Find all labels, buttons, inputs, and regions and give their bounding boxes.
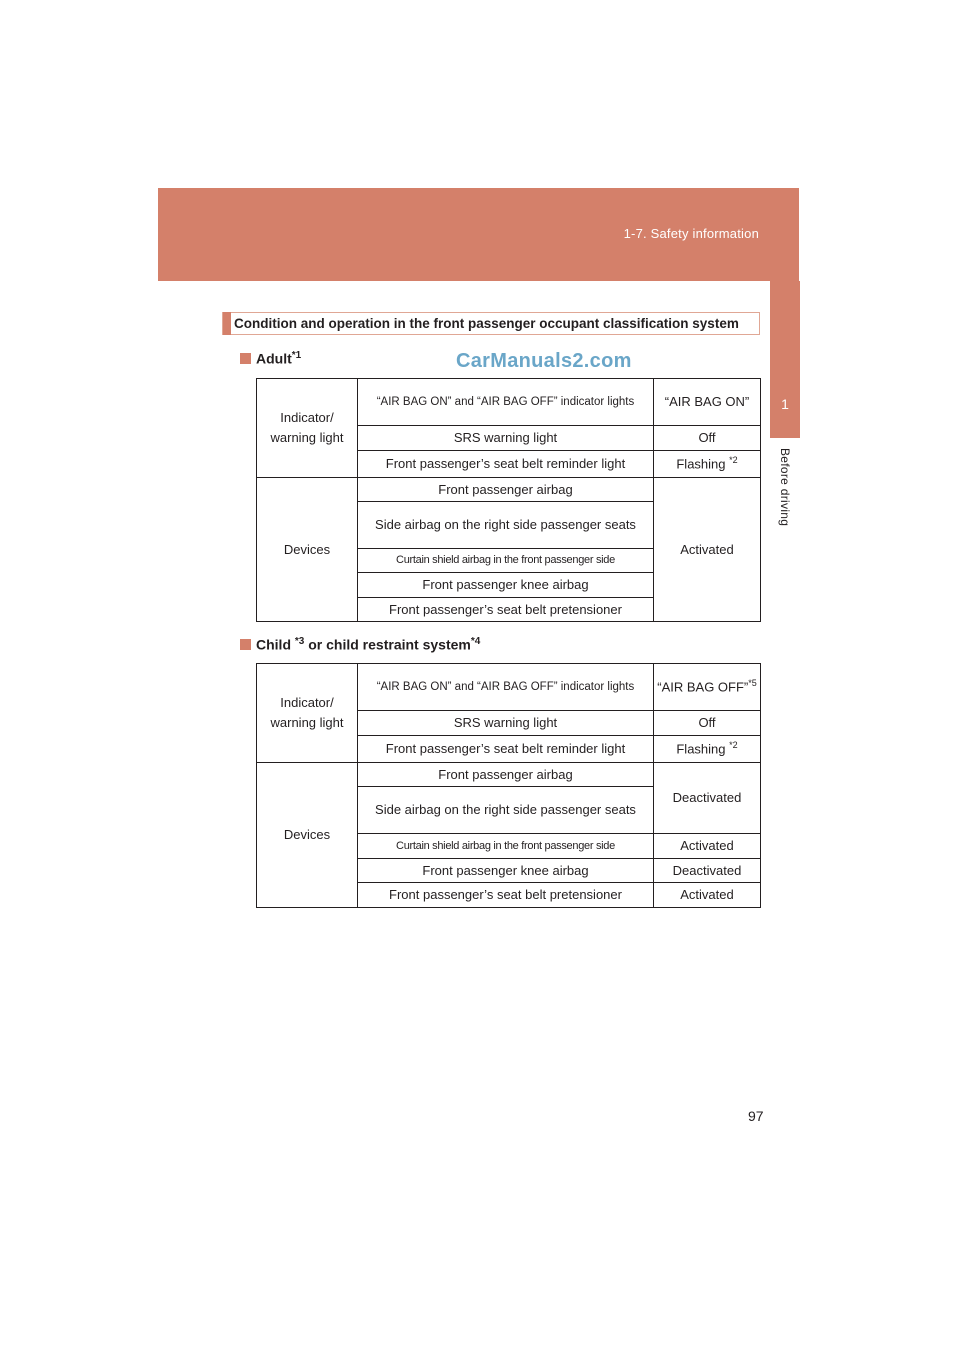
pretensioner-value: Activated (654, 883, 761, 908)
airbag-indicator-value: “AIR BAG ON” (654, 379, 761, 426)
square-bullet-icon (240, 639, 251, 650)
srs-label: SRS warning light (358, 426, 654, 451)
pretensioner-label: Front passenger’s seat belt pretensioner (358, 883, 654, 908)
indicator-group-cell: Indicator/ warning light (257, 664, 358, 763)
child-table (256, 663, 761, 908)
front-airbag-label: Front passenger airbag (358, 762, 654, 787)
side-airbag-label: Side airbag on the right side passenger seats (358, 502, 654, 549)
curtain-airbag-label: Curtain shield airbag in the front passenger side (358, 549, 654, 573)
header-band (158, 188, 799, 281)
pretensioner-label: Front passenger’s seat belt pretensioner (358, 597, 654, 622)
value-footnote: *2 (729, 739, 738, 750)
airbag-indicator-label: “AIR BAG ON” and “AIR BAG OFF” indicator lights (358, 379, 654, 426)
adult-table (256, 378, 761, 622)
value-text: Flashing (676, 455, 726, 471)
knee-airbag-label: Front passenger knee airbag (358, 858, 654, 883)
curtain-airbag-label: Curtain shield airbag in the front passenger side (358, 834, 654, 859)
knee-airbag-label: Front passenger knee airbag (358, 573, 654, 598)
table-row (257, 762, 761, 787)
child-heading-middle: or child restraint system (308, 636, 471, 653)
seatbelt-reminder-label: Front passenger’s seat belt reminder light (358, 735, 654, 762)
devices-value: Activated (654, 477, 761, 622)
value-text: Flashing (676, 740, 726, 756)
curtain-airbag-value: Activated (654, 834, 761, 859)
srs-label: SRS warning light (358, 711, 654, 736)
srs-value: Off (654, 426, 761, 451)
chapter-tab (770, 281, 800, 438)
table-row (257, 379, 761, 426)
section-heading-text: Condition and operation in the front passenger occupant classification system (234, 316, 739, 331)
devices-group-cell: Devices (257, 762, 358, 907)
child-heading (240, 636, 480, 653)
adult-heading (240, 350, 301, 367)
watermark: CarManuals2.com (456, 350, 632, 372)
airbag-indicator-value (654, 664, 761, 711)
front-airbag-label: Front passenger airbag (358, 477, 654, 502)
seatbelt-reminder-value (654, 735, 761, 762)
section-heading-bar (223, 312, 231, 335)
value-footnote: *2 (729, 454, 738, 465)
side-airbag-label: Side airbag on the right side passenger seats (358, 787, 654, 834)
front-side-airbag-value: Deactivated (654, 762, 761, 834)
airbag-indicator-label: “AIR BAG ON” and “AIR BAG OFF” indicator lights (358, 664, 654, 711)
page-number: 97 (748, 1108, 764, 1124)
section-heading (222, 312, 760, 335)
srs-value: Off (654, 711, 761, 736)
chapter-number: 1 (781, 396, 789, 412)
chapter-title: Before driving (778, 448, 792, 527)
header-section-title: 1-7. Safety information (623, 226, 759, 241)
seatbelt-reminder-label: Front passenger’s seat belt reminder light (358, 450, 654, 477)
knee-airbag-value: Deactivated (654, 858, 761, 883)
square-bullet-icon (240, 353, 251, 364)
value-text: “AIR BAG OFF” (657, 679, 749, 695)
child-heading-footnote-1: *3 (294, 636, 305, 647)
adult-heading-text: Adult (256, 350, 292, 367)
table-row (257, 664, 761, 711)
child-heading-text: Child (256, 636, 291, 653)
indicator-group-cell: Indicator/ warning light (257, 379, 358, 478)
child-heading-footnote-2: *4 (470, 636, 481, 647)
adult-heading-footnote: *1 (291, 350, 302, 361)
value-footnote: *5 (748, 678, 757, 689)
seatbelt-reminder-value (654, 450, 761, 477)
devices-group-cell: Devices (257, 477, 358, 622)
table-row (257, 477, 761, 502)
